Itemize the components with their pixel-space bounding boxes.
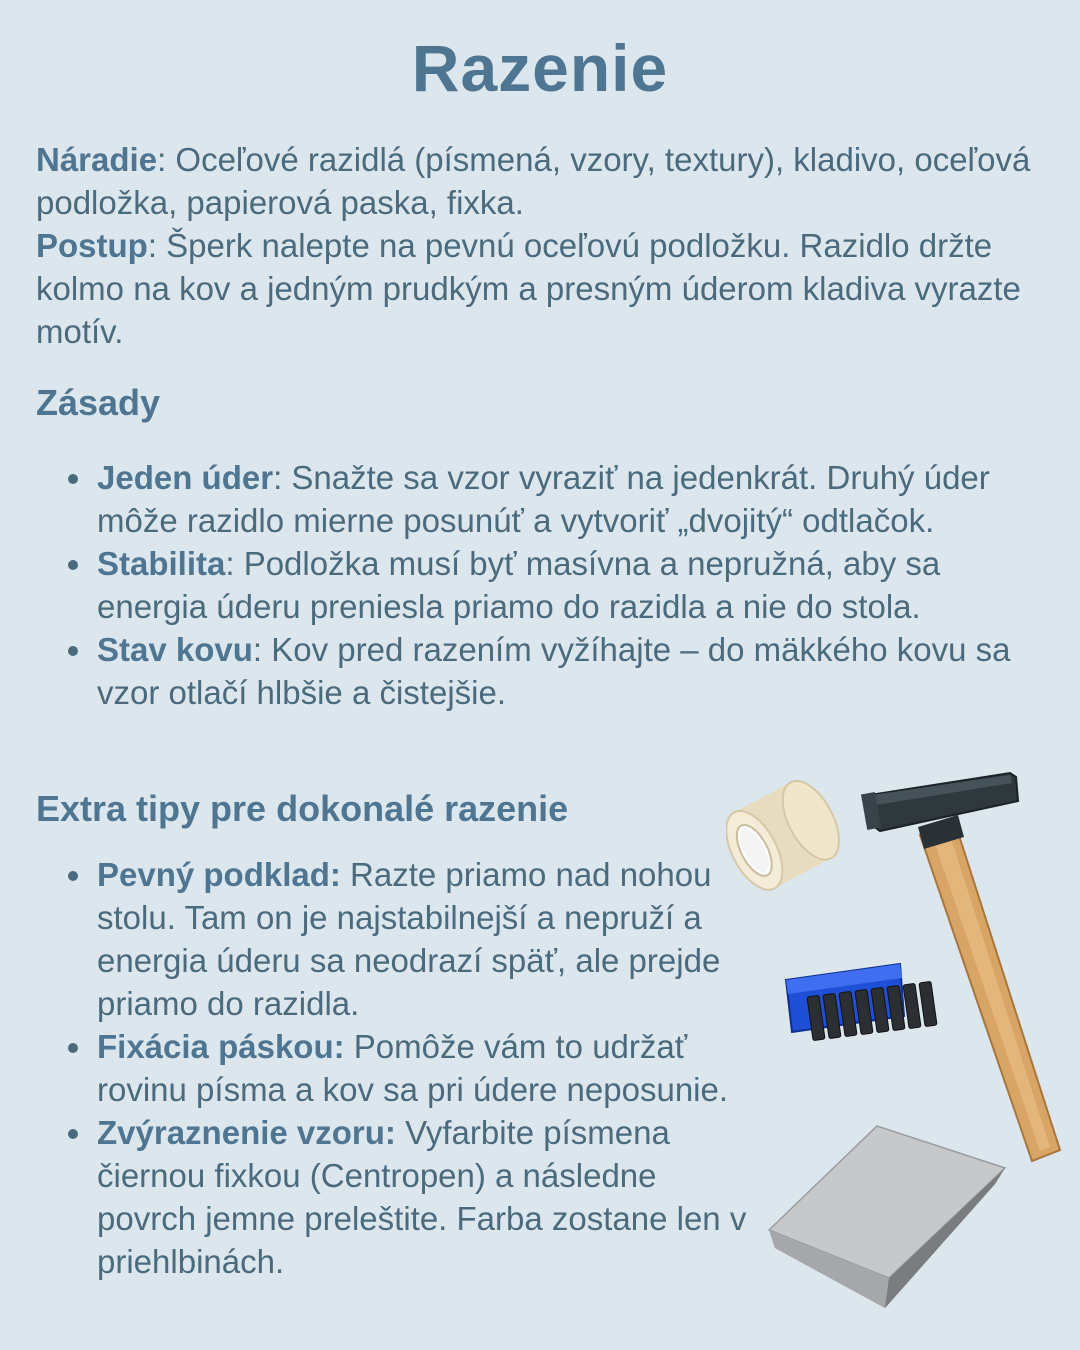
letter-stamp-set-icon [780, 958, 950, 1058]
list-item [64, 542, 1024, 628]
masking-tape-icon [726, 768, 848, 898]
tools-paragraph [36, 138, 1046, 224]
page-title: Razenie [411, 31, 669, 105]
tip-label: Zvýraznenie vzoru: [97, 1114, 396, 1151]
rule-text: : Podložka musí byť masívna a nepružná, aby sa energia úderu preniesla priamo do razidla a nie do stola. [97, 545, 941, 625]
intro-block [36, 138, 1046, 353]
list-item [64, 853, 754, 1025]
rules-list [64, 456, 1024, 714]
tips-heading: Extra tipy pre dokonalé razenie [36, 788, 569, 829]
list-item [64, 456, 1024, 542]
tip-text: Pomôže vám to udržať rovinu písma a kov sa pri údere neposunie. [97, 1028, 729, 1108]
list-item [64, 1111, 754, 1283]
rule-label: Stabilita [97, 545, 226, 582]
rule-text: : Snažte sa vzor vyraziť na jedenkrát. Druhý úder môže razidlo mierne posunúť a vytvoriť „dvojitý“ odtlačok. [97, 459, 990, 539]
tip-text: Razte priamo nad nohou stolu. Tam on je najstabilnejší a nepruží a energia úderu sa neodrazí späť, ale prejde priamo do razidla. [97, 856, 721, 1022]
tip-label: Fixácia páskou: [97, 1028, 345, 1065]
tools-label: Náradie [36, 141, 158, 178]
list-item [64, 628, 1024, 714]
tools-text: : Oceľové razidlá (písmená, vzory, textury), kladivo, oceľová podložka, papierová paska, fixka. [36, 141, 1031, 221]
rule-text: : Kov pred razením vyžíhajte – do mäkkého kovu sa vzor otlačí hlbšie a čistejšie. [97, 631, 1011, 711]
tips-list [64, 853, 754, 1283]
tip-text: Vyfarbite písmena čiernou fixkou (Centropen) a následne povrch jemne preleštite. Farba zostane len v priehlbinách. [97, 1114, 747, 1280]
rule-label: Stav kovu [97, 631, 253, 668]
list-item [64, 1025, 754, 1111]
steel-block-icon [765, 1118, 1015, 1318]
procedure-paragraph [36, 224, 1046, 353]
tip-label: Pevný podklad: [97, 856, 341, 893]
rules-heading: Zásady [36, 382, 161, 423]
procedure-label: Postup [36, 227, 148, 264]
rule-label: Jeden úder [97, 459, 274, 496]
procedure-text: : Šperk nalepte na pevnú oceľovú podložku. Razidlo držte kolmo na kov a jedným prudkým a presným úderom kladiva vyrazte motív. [36, 227, 1021, 350]
